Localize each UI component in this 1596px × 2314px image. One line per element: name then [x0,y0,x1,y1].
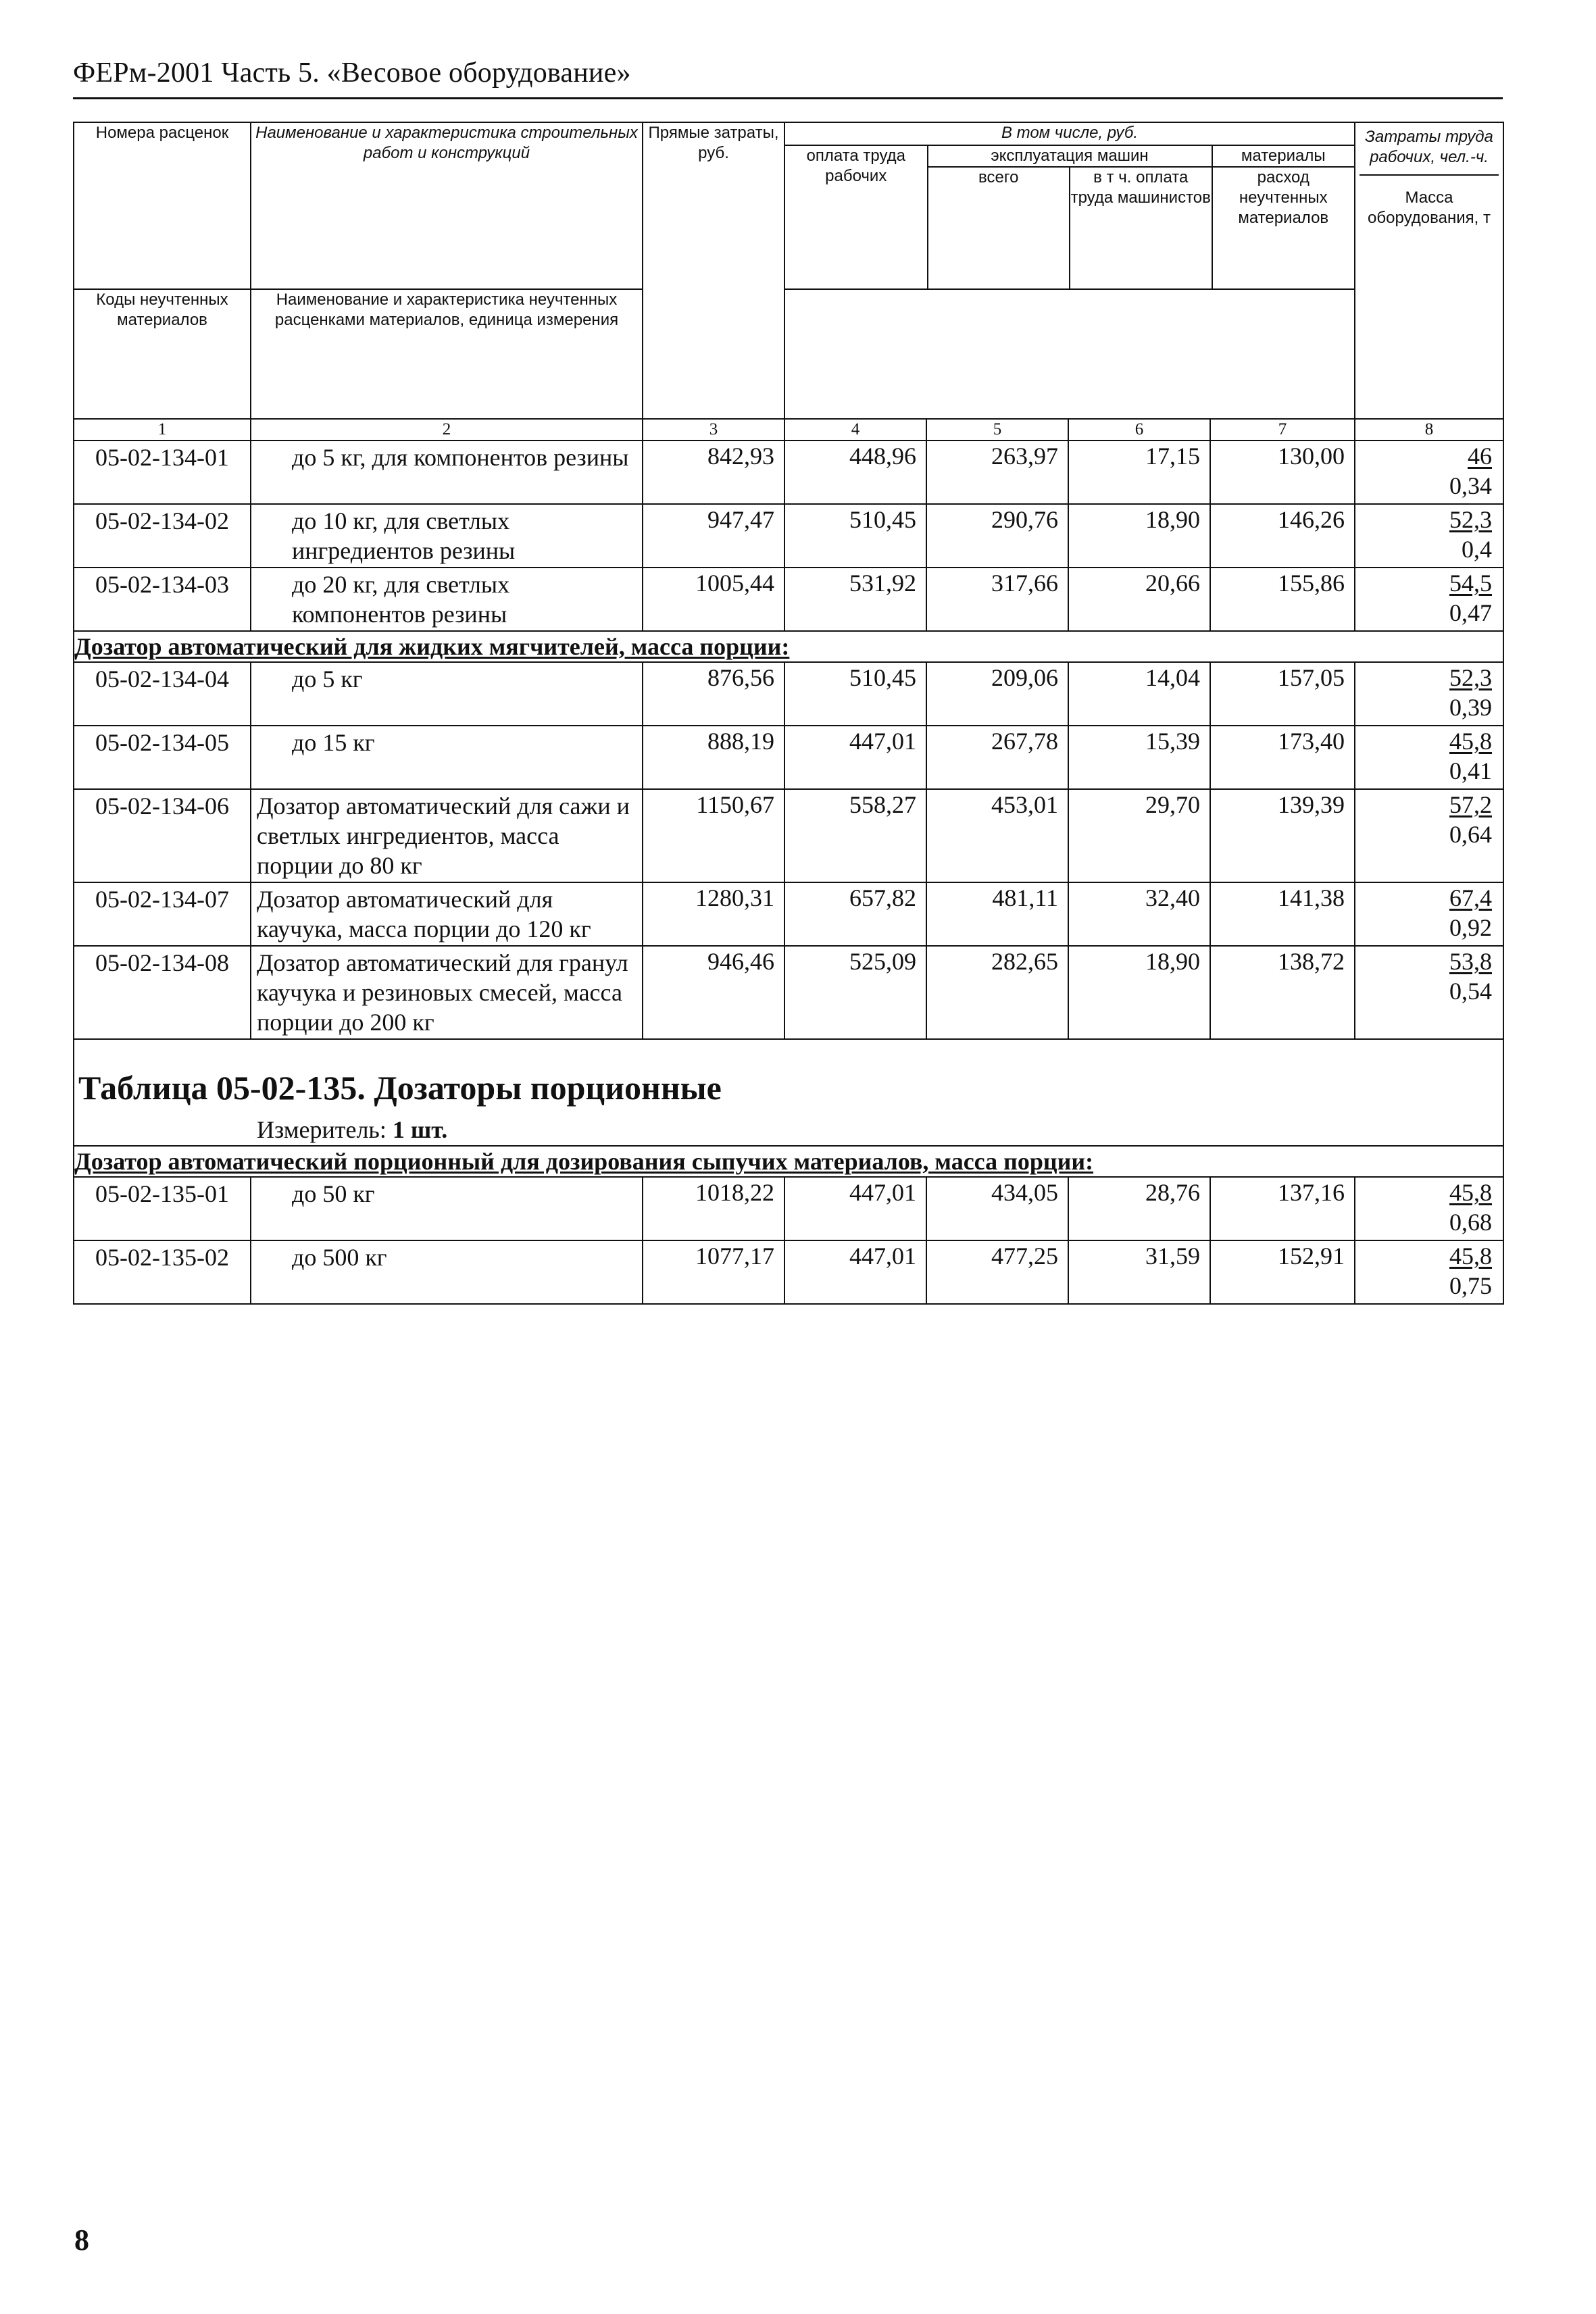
machinist-labor: 18,90 [1068,946,1210,1039]
labor-hours-cell [1355,882,1503,946]
direct-cost: 1077,17 [643,1240,784,1304]
work-name: до 10 кг, для светлых ингредиентов резины [251,504,643,568]
materials-cost: 130,00 [1210,441,1355,504]
hdr-incl: В том числе, руб. [785,123,1354,145]
labor-cost: 447,01 [784,1240,926,1304]
equipment-mass: 0,92 [1449,914,1492,941]
norms-table [73,122,1504,1305]
equipment-mass: 0,68 [1449,1209,1492,1236]
group-row [74,631,1503,662]
labor-hours-cell [1355,726,1503,789]
machine-cost: 290,76 [926,504,1068,568]
hdr-col2-bottom: Наименование и характеристика неучтенных расценками материалов, единица измерения [251,289,643,419]
work-name: до 500 кг [251,1240,643,1304]
labor-hours-cell [1355,1240,1503,1304]
direct-cost: 842,93 [643,441,784,504]
table-row [74,568,1503,631]
hdr-col8-top: Затраты труда рабочих, чел.-ч. [1360,123,1499,176]
header-rule [73,97,1503,99]
direct-cost: 946,46 [643,946,784,1039]
column-number: 2 [251,419,643,441]
rate-code: 05-02-134-03 [74,568,251,631]
labor-cost: 657,82 [784,882,926,946]
hdr-col3: Прямые затраты, руб. [643,122,784,419]
hdr-col4: оплата труда рабочих [785,145,928,288]
work-name: до 5 кг [251,662,643,726]
rate-code: 05-02-134-01 [74,441,251,504]
hdr-materials: материалы [1212,145,1355,167]
hdr-col2-top: Наименование и характеристика строительных работ и конструкций [251,122,643,289]
page-number: 8 [74,2223,89,2257]
machine-cost: 453,01 [926,789,1068,882]
labor-hours-cell [1355,946,1503,1039]
materials-cost: 138,72 [1210,946,1355,1039]
machinist-labor: 14,04 [1068,662,1210,726]
rate-code: 05-02-134-05 [74,726,251,789]
rate-code: 05-02-134-08 [74,946,251,1039]
equipment-mass: 0,39 [1449,694,1492,721]
group-heading: Дозатор автоматический порционный для дозирования сыпучих материалов, масса порции: [74,1146,1503,1177]
labor-cost: 510,45 [784,504,926,568]
meter-line [74,1115,1503,1145]
column-number: 1 [74,419,251,441]
table-title-cell [74,1039,1503,1146]
hdr-col8-bottom: Масса оборудования, т [1368,188,1491,227]
direct-cost: 888,19 [643,726,784,789]
hdr-col7: расход неучтенных материалов [1238,168,1329,227]
machinist-labor: 15,39 [1068,726,1210,789]
table-row [74,882,1503,946]
hdr-col8-block [1355,122,1503,419]
labor-cost: 558,27 [784,789,926,882]
labor-cost: 447,01 [784,1177,926,1240]
direct-cost: 1280,31 [643,882,784,946]
hdr-col1-bottom: Коды неучтенных материалов [74,289,251,419]
labor-hours: 53,8 [1449,948,1492,975]
labor-hours: 45,8 [1449,1179,1492,1206]
table-row [74,662,1503,726]
table-row [74,441,1503,504]
labor-hours: 45,8 [1449,728,1492,755]
equipment-mass: 0,75 [1449,1272,1492,1299]
group-heading: Дозатор автоматический для жидких мягчителей, масса порции: [74,631,1503,662]
rate-code: 05-02-134-04 [74,662,251,726]
labor-cost: 531,92 [784,568,926,631]
machine-cost: 434,05 [926,1177,1068,1240]
work-name: Дозатор автоматический для сажи и светлых ингредиентов, масса порции до 80 кг [251,789,643,882]
materials-cost: 146,26 [1210,504,1355,568]
direct-cost: 1018,22 [643,1177,784,1240]
labor-hours: 57,2 [1449,791,1492,818]
labor-hours-cell [1355,504,1503,568]
materials-cost: 141,38 [1210,882,1355,946]
machinist-labor: 20,66 [1068,568,1210,631]
meter-value: 1 шт. [392,1116,448,1143]
table-row [74,504,1503,568]
work-name: Дозатор автоматический для гранул каучука и резиновых смесей, масса порции до 200 кг [251,946,643,1039]
machinist-labor: 17,15 [1068,441,1210,504]
machine-cost: 267,78 [926,726,1068,789]
work-name: Дозатор автоматический для каучука, масса порции до 120 кг [251,882,643,946]
labor-cost: 448,96 [784,441,926,504]
materials-cost: 137,16 [1210,1177,1355,1240]
machine-cost: 481,11 [926,882,1068,946]
rate-code: 05-02-135-02 [74,1240,251,1304]
labor-cost: 510,45 [784,662,926,726]
column-number-row [74,419,1503,441]
equipment-mass: 0,54 [1449,978,1492,1005]
labor-hours: 67,4 [1449,884,1492,911]
equipment-mass: 0,47 [1449,599,1492,626]
rate-code: 05-02-134-07 [74,882,251,946]
hdr-machines: эксплуатация машин [928,145,1212,167]
work-name: до 50 кг [251,1177,643,1240]
labor-hours: 52,3 [1449,506,1492,533]
equipment-mass: 0,34 [1449,472,1492,499]
work-name: до 5 кг, для компонентов резины [251,441,643,504]
materials-cost: 155,86 [1210,568,1355,631]
labor-hours-cell [1355,441,1503,504]
materials-cost: 152,91 [1210,1240,1355,1304]
machinist-labor: 31,59 [1068,1240,1210,1304]
header-row-2 [74,289,1503,419]
materials-cost: 157,05 [1210,662,1355,726]
direct-cost: 876,56 [643,662,784,726]
hdr-incl-block [784,122,1355,289]
table-row [74,789,1503,882]
table-row [74,1240,1503,1304]
labor-cost: 447,01 [784,726,926,789]
direct-cost: 947,47 [643,504,784,568]
labor-cost: 525,09 [784,946,926,1039]
direct-cost: 1150,67 [643,789,784,882]
machine-cost: 263,97 [926,441,1068,504]
rate-code: 05-02-134-06 [74,789,251,882]
machine-cost: 477,25 [926,1240,1068,1304]
table-title-row [74,1039,1503,1146]
column-number: 3 [643,419,784,441]
direct-cost: 1005,44 [643,568,784,631]
machine-cost: 317,66 [926,568,1068,631]
machinist-labor: 29,70 [1068,789,1210,882]
group-row [74,1146,1503,1177]
labor-hours: 45,8 [1449,1242,1492,1269]
column-number: 7 [1210,419,1355,441]
labor-hours: 46 [1468,443,1492,470]
meter-label: Измеритель: [257,1116,393,1143]
labor-hours-cell [1355,662,1503,726]
machinist-labor: 28,76 [1068,1177,1210,1240]
labor-hours-cell [1355,1177,1503,1240]
machinist-labor: 32,40 [1068,882,1210,946]
column-number: 6 [1068,419,1210,441]
hdr-col6: в т ч. оплата труда машинистов [1070,167,1212,288]
labor-hours-cell [1355,789,1503,882]
rate-code: 05-02-135-01 [74,1177,251,1240]
materials-cost: 173,40 [1210,726,1355,789]
labor-hours: 54,5 [1449,570,1492,597]
machinist-labor: 18,90 [1068,504,1210,568]
column-number: 8 [1355,419,1503,441]
header-row-1 [74,122,1503,289]
hdr-col1-top: Номера расценок [74,122,251,289]
column-number: 4 [784,419,926,441]
work-name: до 15 кг [251,726,643,789]
labor-hours: 52,3 [1449,664,1492,691]
work-name: до 20 кг, для светлых компонентов резины [251,568,643,631]
column-number: 5 [926,419,1068,441]
machine-cost: 282,65 [926,946,1068,1039]
table-row [74,726,1503,789]
equipment-mass: 0,64 [1449,821,1492,848]
machine-cost: 209,06 [926,662,1068,726]
table-row [74,1177,1503,1240]
hdr-col5: всего [928,167,1070,288]
labor-hours-cell [1355,568,1503,631]
equipment-mass: 0,41 [1449,757,1492,784]
materials-cost: 139,39 [1210,789,1355,882]
table-title: Таблица 05-02-135. Дозаторы порционные [78,1069,722,1107]
running-title: ФЕРм-2001 Часть 5. «Весовое оборудование» [73,57,631,89]
table-row [74,946,1503,1039]
rate-code: 05-02-134-02 [74,504,251,568]
equipment-mass: 0,4 [1462,536,1492,563]
